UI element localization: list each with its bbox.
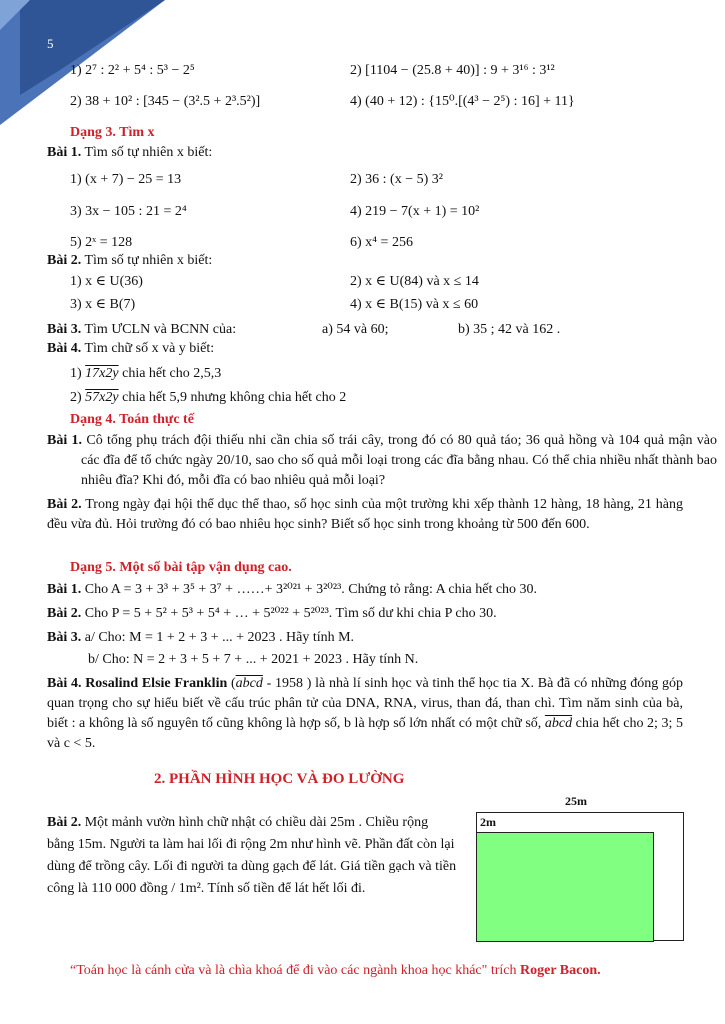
quote-text: “Toán học là cánh cửa và là chìa khoá để đi vào các ngành khoa học khác" trích — [70, 963, 521, 978]
bai-title: Bài 1. — [47, 145, 82, 160]
bai-text: Cô tổng phụ trách đội thiếu nhi cần chia số trái cây, trong đó có 80 quả táo; 36 quả hồng và 104 quả mận vào các đĩa để tổ chức ngày 20/10, sao cho số quả mỗi loại trong các đĩa bằng nhau. Có thể chia nhiều nhất thành bao nhiêu đĩa? Khi đó, mỗi đĩa có bao nhiêu quả mỗi loại? — [81, 433, 718, 488]
dang3-bai4 — [47, 340, 214, 358]
exercise-row1-left: 1) 2⁷ : 2² + 5⁴ : 5³ − 2⁵ — [70, 63, 195, 78]
planting-area — [476, 832, 654, 942]
item-text: chia hết 5,9 nhưng không chia hết cho 2 — [118, 390, 347, 405]
bai-text: Trong ngày đại hội thể dục thể thao, số học sinh của một trường khi xếp thành 12 hàng, 18 hàng, 21 hàng đều vừa đủ. Hỏi trường đó có bao nhiêu học sinh? Biết số học sinh trong khoảng từ 500 đến 600. — [47, 497, 683, 532]
dang4-heading: Dạng 4. Toán thực tế — [70, 412, 194, 427]
length-label: 25m — [565, 794, 587, 808]
bai-title: Bài 4. Rosalind Elsie Franklin — [47, 676, 228, 691]
bai-text: a/ Cho: M = 1 + 2 + 3 + ... + 2023 . Hãy tính M. — [84, 630, 355, 645]
bai-text: Tìm chữ số x và y biết: — [84, 341, 215, 356]
overlined-number: 57x2y — [85, 390, 119, 405]
dang3-bai4-item-1 — [70, 365, 221, 383]
bai-text: Tìm ƯCLN và BCNN của: — [84, 322, 237, 337]
bai-text: Cho P = 5 + 5² + 5³ + 5⁴ + … + 5²⁰²² + 5²⁰²³. Tìm số dư khi chia P cho 30. — [84, 606, 497, 621]
bai-text: chia hết cho 2; 3; 5 và c < 5. — [47, 716, 683, 751]
dang3-bai2-item-1: 1) x ∈ U(36) — [70, 274, 143, 289]
dang3-bai1 — [47, 144, 212, 162]
dang3-item-3: 3) 3x − 105 : 21 = 2⁴ — [70, 204, 187, 219]
dang5-heading: Dạng 5. Một số bài tập vận dụng cao. — [70, 560, 292, 575]
page-number: 5 — [47, 36, 54, 51]
dang3-item-4: 4) 219 − 7(x + 1) = 10² — [350, 204, 480, 219]
item-text: chia hết cho 2,5,3 — [118, 366, 222, 381]
quote — [70, 963, 601, 979]
dang4-bai1 — [47, 431, 717, 491]
bai-title: Bài 4. — [47, 341, 82, 356]
dang3-item-6: 6) x⁴ = 256 — [350, 235, 413, 250]
dang5-bai3-b: b/ Cho: N = 2 + 3 + 5 + 7 + ... + 2021 + 2023 . Hãy tính N. — [88, 652, 419, 667]
overlined-number: 17x2y — [85, 366, 119, 381]
section2-bai2 — [47, 812, 457, 900]
dang3-bai3-a: a) 54 và 60; — [322, 322, 389, 337]
bai-title: Bài 1. — [47, 433, 83, 448]
path-width-label: 2m — [480, 815, 496, 829]
dang5-bai2 — [47, 605, 497, 623]
section-heading: 2. PHẦN HÌNH HỌC VÀ ĐO LƯỜNG — [154, 771, 405, 787]
exercise-row1-right: 2) [1104 − (25.8 + 40)] : 9 + 3¹⁶ : 3¹² — [350, 63, 555, 78]
bai-text: Một mảnh vườn hình chữ nhật có chiều dài 25m . Chiều rộng bằng 15m. Người ta làm hai lối đi rộng 2m như hình vẽ. Phần đất còn lại dùng để trồng cây. Lối đi người ta dùng gạch để lát. Giá tiền gạch và tiền công là 110 000 đồng / 1m². Tính số tiền để lát hết lối đi. — [47, 815, 457, 896]
exercise-row2-left: 2) 38 + 10² : [345 − (3².5 + 2³.5²)] — [70, 94, 261, 109]
dang3-item-5: 5) 2ˣ = 128 — [70, 235, 133, 250]
bai-title: Bài 2. — [47, 497, 82, 512]
dang3-bai3 — [47, 321, 236, 339]
dang5-bai3 — [47, 629, 354, 647]
overlined-number: abcd — [235, 676, 263, 691]
dang4-bai2 — [47, 495, 683, 535]
bai-text: Cho A = 3 + 3³ + 3⁵ + 3⁷ + ……+ 3²⁰²¹ + 3²⁰²³. Chứng tỏ rằng: A chia hết cho 30. — [84, 582, 538, 597]
dang5-bai4: Bài 4. Rosalind Elsie Franklin (abcd - 1958 ) là nhà lí sinh học và tinh thể học tia X. Bà đã có những đóng góp quan trọng cho sự hiểu biết về cấu trúc phân tử của DNA, RNA, virus, than đá, than chì. Tìm năm sinh của bà, biết : a không là số nguyên tố cũng không là hợp số, b là hợp số lớn nhất có một chữ số, abcd chia hết cho 2; 3; 5 và c < 5. — [47, 676, 683, 751]
dang3-bai3-b: b) 35 ; 42 và 162 . — [458, 322, 561, 337]
dang3-bai2-item-3: 3) x ∈ B(7) — [70, 297, 136, 312]
bai-title: Bài 3. — [47, 322, 82, 337]
item-prefix: 2) — [70, 390, 82, 405]
overlined-number: abcd — [544, 716, 573, 731]
dang3-bai2 — [47, 252, 212, 270]
bai-text: Tìm số tự nhiên x biết: — [84, 145, 213, 160]
bai-title: Bài 2. — [47, 815, 82, 830]
bai-title: Bài 2. — [47, 606, 82, 621]
item-prefix: 1) — [70, 366, 82, 381]
dang3-bai2-item-4: 4) x ∈ B(15) và x ≤ 60 — [350, 297, 479, 312]
dang3-item-2: 2) 36 : (x − 5) 3² — [350, 172, 443, 187]
dang5-bai1 — [47, 581, 537, 599]
dang3-heading: Dạng 3. Tìm x — [70, 125, 155, 140]
bai-title: Bài 2. — [47, 253, 82, 268]
dang3-bai4-item-2 — [70, 389, 346, 407]
bai-title: Bài 1. — [47, 582, 82, 597]
dang3-item-1: 1) (x + 7) − 25 = 13 — [70, 172, 182, 187]
bai-text: - 1958 ) là nhà lí sinh học và tinh thể học tia X. Bà đã có những đóng góp quan trọng cho sự hiểu biết về cấu trúc phân tử của DNA, RNA, virus, than đá, than chì. Tìm năm sinh của bà, biết : a không là số nguyên tố cũng không là hợp số, b là hợp số lớn nhất có một chữ số, — [47, 676, 683, 731]
quote-author: Roger Bacon. — [520, 963, 601, 978]
exercise-row2-right: 4) (40 + 12) : {15⁰.[(4³ − 2⁵) : 16] + 11} — [350, 94, 575, 109]
dang3-bai2-item-2: 2) x ∈ U(84) và x ≤ 14 — [350, 274, 479, 289]
bai-title: Bài 3. — [47, 630, 82, 645]
bai-text: Tìm số tự nhiên x biết: — [84, 253, 213, 268]
